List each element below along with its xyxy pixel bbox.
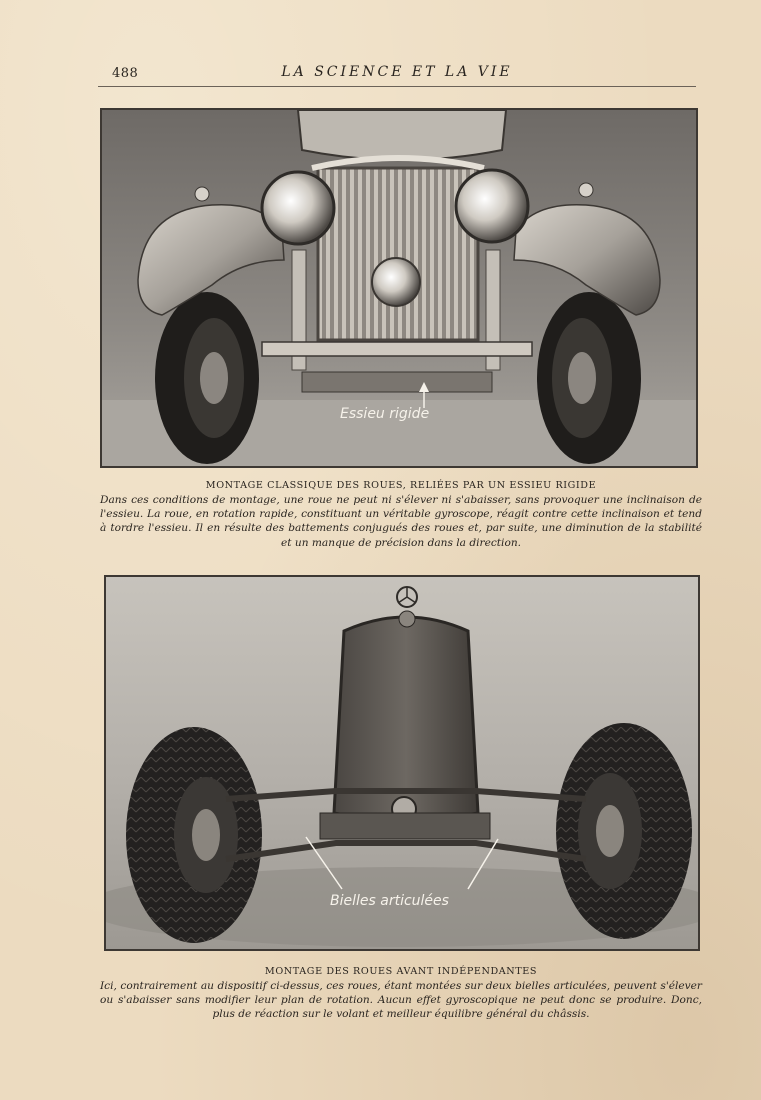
rigid-axle-label: Essieu rigide	[340, 406, 430, 422]
figure-2-caption-title: MONTAGE DES ROUES AVANT INDÉPENDANTES	[264, 966, 538, 977]
running-title: LA SCIENCE ET LA VIE	[281, 64, 513, 80]
rigid-axle-illustration	[102, 110, 696, 466]
page-number: 488	[112, 66, 139, 81]
independent-wheels-photo	[104, 575, 700, 951]
figure-1-caption-title: MONTAGE CLASSIQUE DES ROUES, RELIÉES PAR UN ESSIEU RIGIDE	[205, 480, 597, 491]
independent-wheels-illustration	[106, 577, 698, 949]
articulated-links-label: Bielles articulées	[330, 893, 449, 909]
figure-2-caption-text: Ici, contrairement au dispositif ci-dessus, ces roues, étant montées sur deux bielles articulées, peuvent s'élever ou s'abaisser sans modifier leur plan de rotation. Aucun effet gyroscopique ne peut donc se produire. Donc, plus de réaction sur le volant et meilleur équilibre général du châssis.	[100, 980, 702, 1021]
figure-2-caption	[100, 966, 702, 1022]
page-header	[98, 62, 696, 87]
figure-1-caption-text: Dans ces conditions de montage, une roue ne peut ni s'élever ni s'abaisser, sans provoquer une inclinaison de l'essieu. La roue, en rotation rapide, constituant un véritable gyroscope, réagit contre cette inclinaison et tend à tordre l'essieu. Il en résulte des battements conjugués des roues et, par suite, une diminution de la stabilité et un manque de précision dans la direction.	[100, 494, 702, 549]
figure-1-caption	[100, 480, 702, 550]
rigid-axle-photo	[100, 108, 698, 468]
